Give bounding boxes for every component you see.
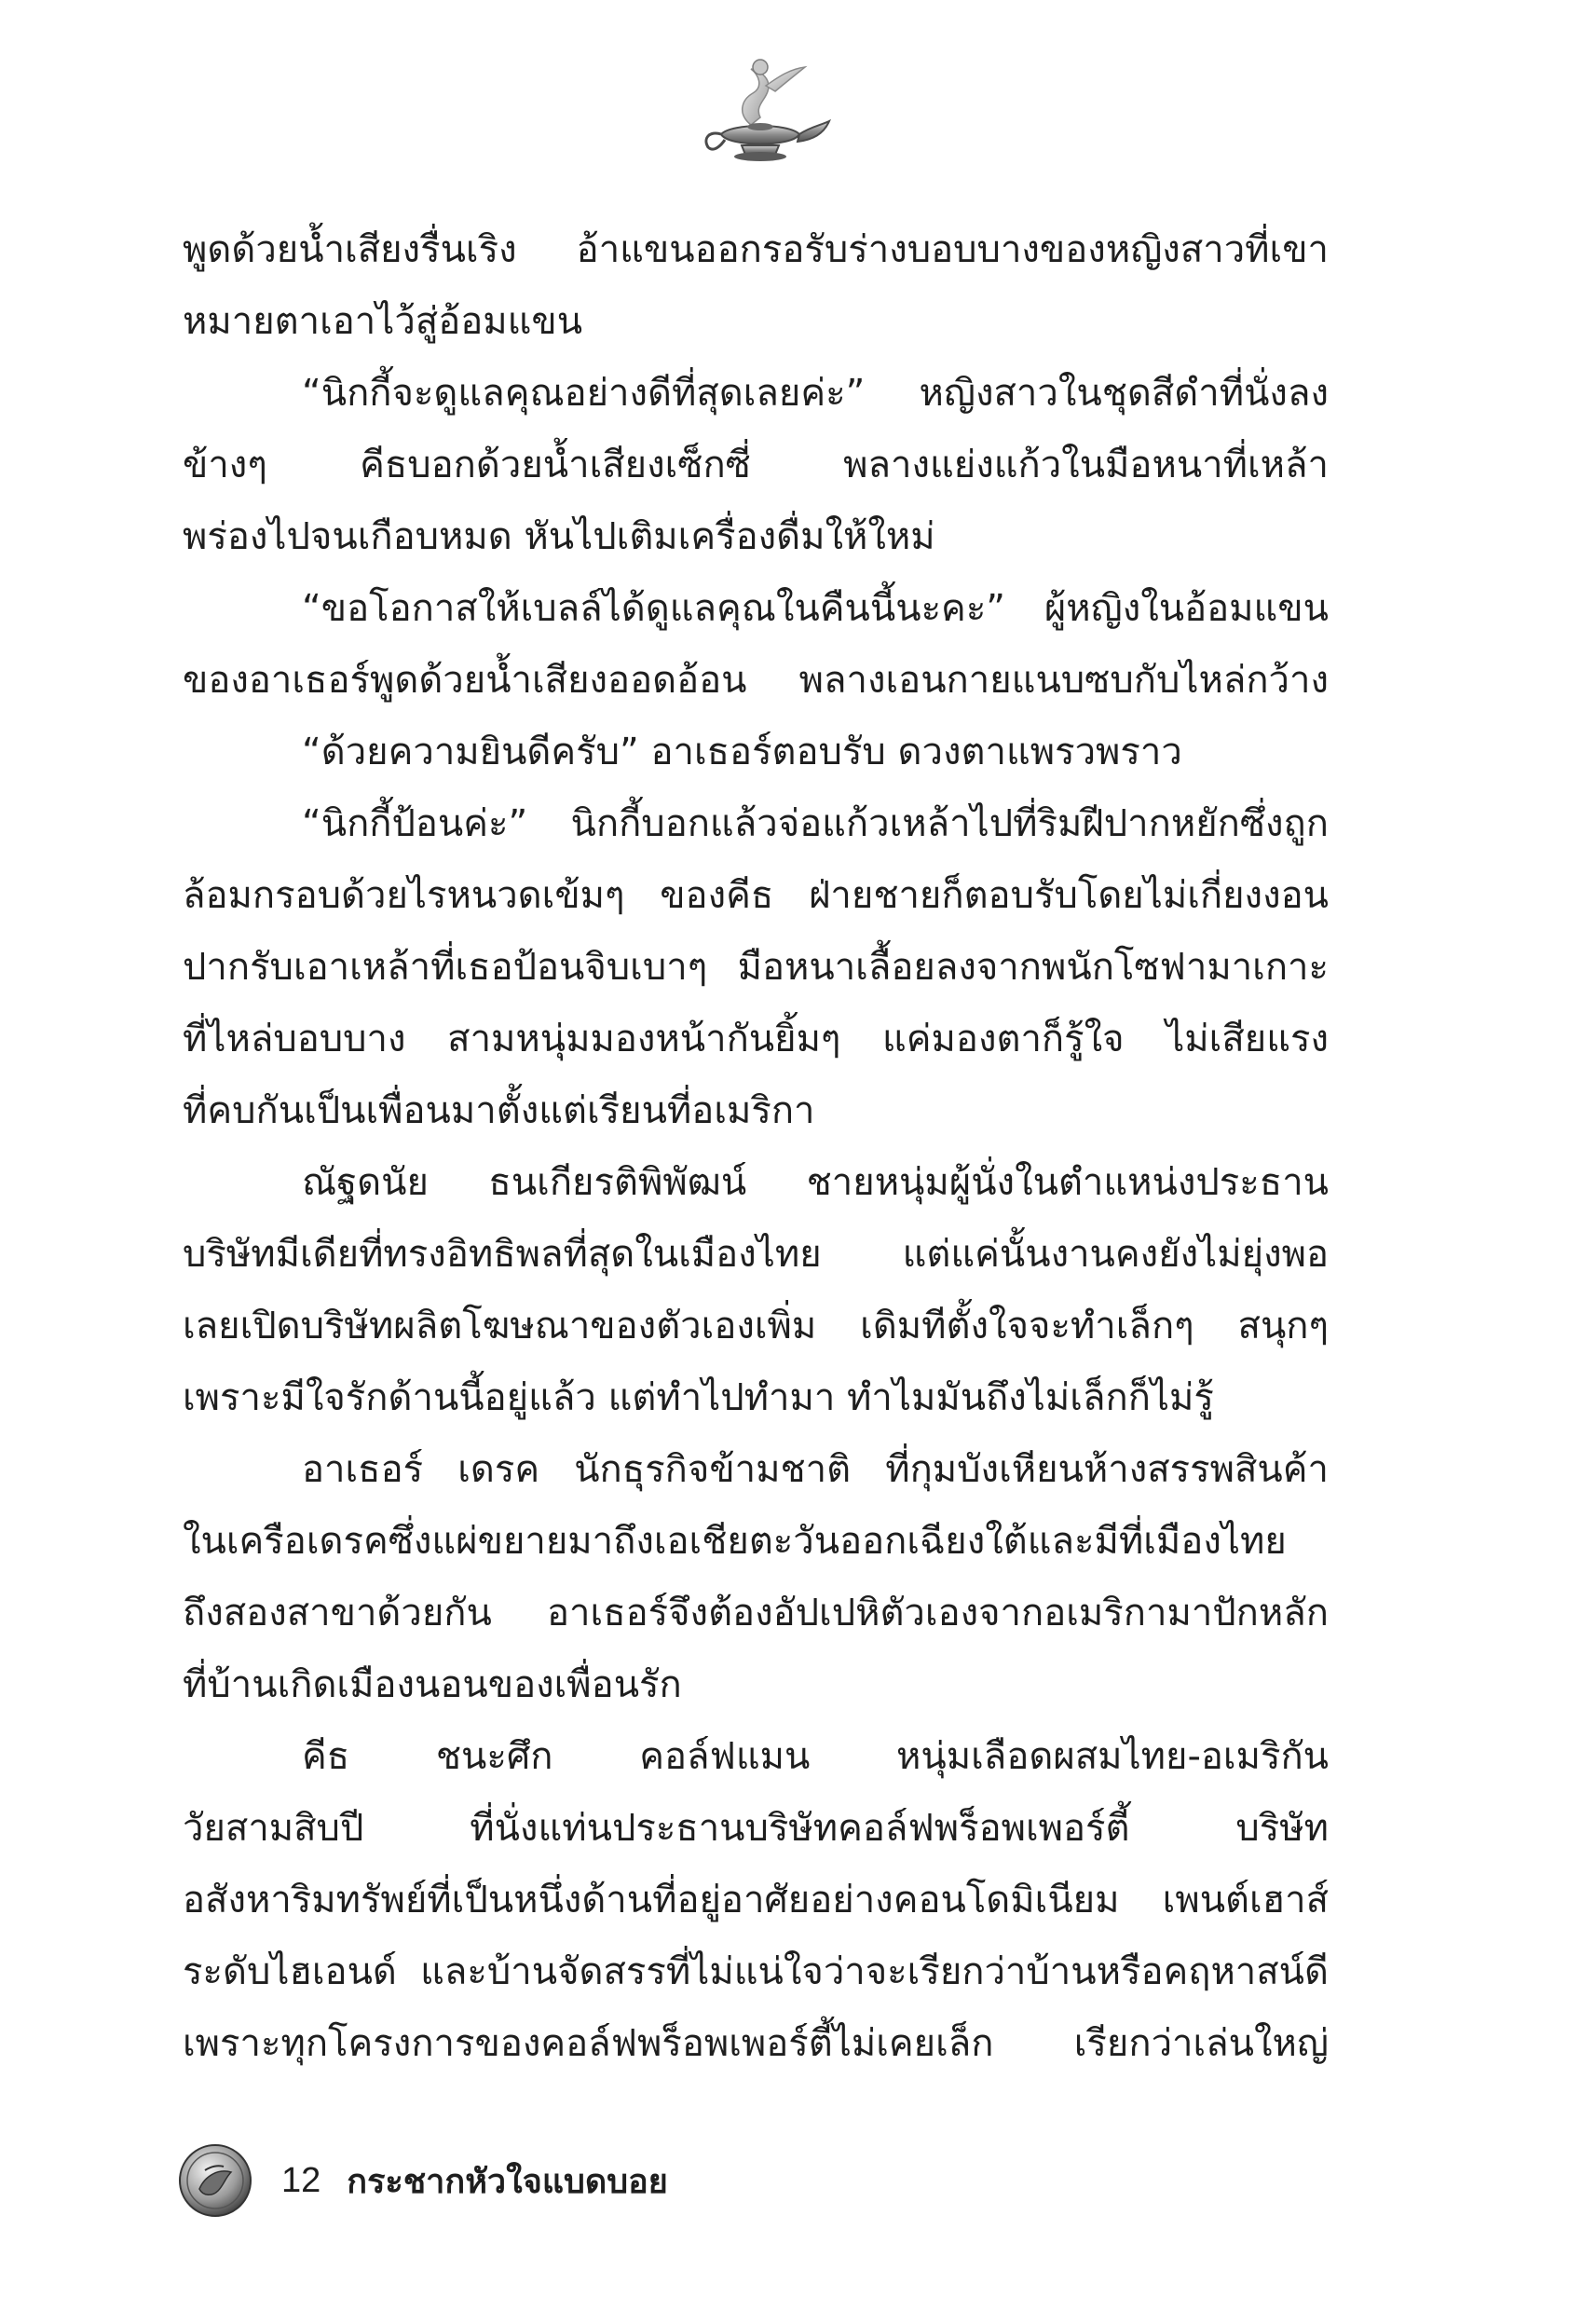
text-line: ณัฐดนัย ธนเกียรติพิพัฒน์ ชายหนุ่มผู้นั่งในตำแหน่งประธาน xyxy=(302,1161,1329,1204)
text-line: “นิกกี้ป้อนค่ะ” นิกกี้บอกแล้วจ่อแก้วเหล้าไปที่ริมฝีปากหยักซึ่งถูก xyxy=(302,802,1329,845)
body-text xyxy=(183,214,1329,2080)
text-line: ระดับไฮเอนด์ และบ้านจัดสรรที่ไม่แน่ใจว่าจะเรียกว่าบ้านหรือคฤหาสน์ดี xyxy=(183,1950,1329,1993)
text-line: ที่บ้านเกิดเมืองนอนของเพื่อนรัก xyxy=(183,1663,682,1706)
text-line: ปากรับเอาเหล้าที่เธอป้อนจิบเบาๆ มือหนาเลื้อยลงจากพนักโซฟามาเกาะ xyxy=(183,946,1329,989)
genie-lamp-icon xyxy=(686,48,835,170)
text-line: ของอาเธอร์พูดด้วยน้ำเสียงออดอ้อน พลางเอนกายแนบซบกับไหล่กว้าง xyxy=(183,659,1329,702)
text-line: “ด้วยความยินดีครับ” อาเธอร์ตอบรับ ดวงตาแพรวพราว xyxy=(302,731,1182,773)
page-footer xyxy=(177,2139,668,2222)
text-line: เพราะมีใจรักด้านนี้อยู่แล้ว แต่ทำไปทำมา ทำไมมันถึงไม่เล็กก็ไม่รู้ xyxy=(183,1376,1214,1419)
text-line: พร่องไปจนเกือบหมด หันไปเติมเครื่องดื่มให้ใหม่ xyxy=(183,515,935,558)
text-line: ข้างๆ คีธบอกด้วยน้ำเสียงเซ็กซี่ พลางแย่งแก้วในมือหนาที่เหล้า xyxy=(183,444,1329,486)
book-title: กระชากหัวใจแบดบอย xyxy=(347,2162,668,2201)
text-line: อสังหาริมทรัพย์ที่เป็นหนึ่งด้านที่อยู่อาศัยอย่างคอนโดมิเนียม เพนต์เฮาส์ xyxy=(183,1879,1329,1921)
text-line: วัยสามสิบปี ที่นั่งแท่นประธานบริษัทคอล์ฟพร็อพเพอร์ตี้ บริษัท xyxy=(183,1807,1329,1850)
text-line: “ขอโอกาสให้เบลล์ได้ดูแลคุณในคืนนี้นะคะ” ผู้หญิงในอ้อมแขน xyxy=(302,587,1329,630)
page-number: 12 xyxy=(281,2160,321,2200)
text-line: ถึงสองสาขาด้วยกัน อาเธอร์จึงต้องอัปเปหิตัวเองจากอเมริกามาปักหลัก xyxy=(183,1592,1329,1634)
text-line: เลยเปิดบริษัทผลิตโฆษณาของตัวเองเพิ่ม เดิมทีตั้งใจจะทำเล็กๆ สนุกๆ xyxy=(183,1305,1329,1347)
text-line: “นิกกี้จะดูแลคุณอย่างดีที่สุดเลยค่ะ” หญิงสาวในชุดสีดำที่นั่งลง xyxy=(302,372,1329,415)
text-line: บริษัทมีเดียที่ทรงอิทธิพลที่สุดในเมืองไทย แต่แค่นั้นงานคงยังไม่ยุ่งพอ xyxy=(183,1233,1329,1276)
text-line: คีธ ชนะศึก คอล์ฟแมน หนุ่มเลือดผสมไทย-อเมริกัน xyxy=(302,1735,1329,1778)
ornament-coin-icon xyxy=(177,2142,253,2219)
text-line: พูดด้วยน้ำเสียงรื่นเริง อ้าแขนออกรอรับร่างบอบบางของหญิงสาวที่เขา xyxy=(183,228,1329,271)
text-line: เพราะทุกโครงการของคอล์ฟพร็อพเพอร์ตี้ไม่เคยเล็ก เรียกว่าเล่นใหญ่ xyxy=(183,2022,1329,2065)
text-line: ที่คบกันเป็นเพื่อนมาตั้งแต่เรียนที่อเมริกา xyxy=(183,1089,815,1132)
text-line: ล้อมกรอบด้วยไรหนวดเข้มๆ ของคีธ ฝ่ายชายก็ตอบรับโดยไม่เกี่ยงงอน xyxy=(183,874,1329,917)
text-line: อาเธอร์ เดรค นักธุรกิจข้ามชาติ ที่กุมบังเหียนห้างสรรพสินค้า xyxy=(302,1448,1329,1491)
text-line: ที่ไหล่บอบบาง สามหนุ่มมองหน้ากันยิ้มๆ แค่มองตาก็รู้ใจ ไม่เสียแรง xyxy=(183,1018,1329,1060)
text-line: หมายตาเอาไว้สู่อ้อมแขน xyxy=(183,300,583,343)
text-line: ในเครือเดรคซึ่งแผ่ขยายมาถึงเอเชียตะวันออกเฉียงใต้และมีที่เมืองไทย xyxy=(183,1520,1287,1563)
